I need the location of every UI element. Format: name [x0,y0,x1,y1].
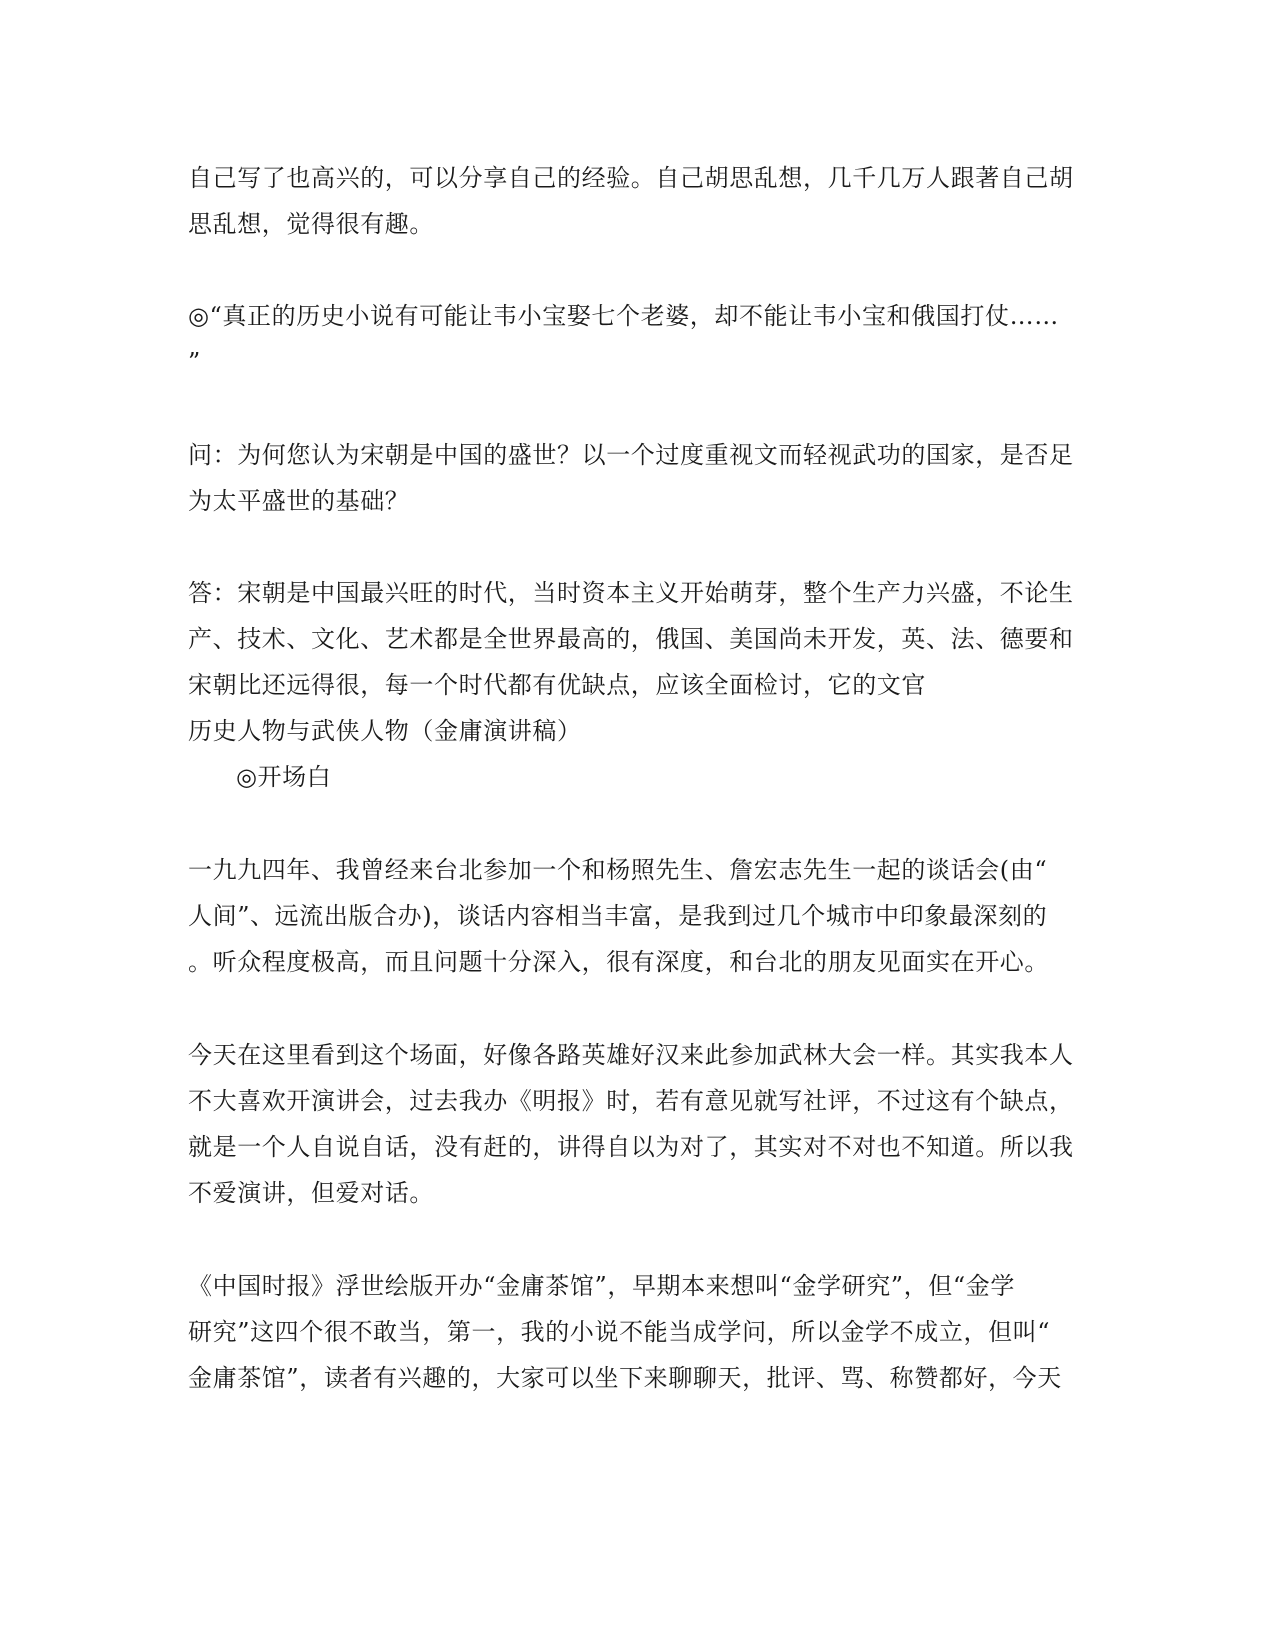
text-line: 不爱演讲，但爱对话。 [188,1179,434,1207]
text-line: 金庸茶馆”，读者有兴趣的，大家可以坐下来聊聊天，批评、骂、称赞都好，今天 [188,1364,1062,1392]
text-line: 今天在这里看到这个场面，好像各路英雄好汉来此参加武林大会一样。其实我本人 [188,1041,1074,1069]
text-line: 《中国时报》浮世绘版开办“金庸茶馆”，早期本来想叫“金学研究”，但“金学 [188,1272,1015,1300]
section-title: 历史人物与武侠人物（金庸演讲稿） [188,717,582,745]
text-line: 不大喜欢开演讲会，过去我办《明报》时，若有意见就写社评，不过这有个缺点， [188,1087,1074,1115]
text-line: 宋朝比还远得很，每一个时代都有优缺点，应该全面检讨，它的文官 [188,671,926,699]
text-line: 自己写了也高兴的，可以分享自己的经验。自己胡思乱想，几千几万人跟著自己胡 [188,164,1074,192]
text-line: 。听众程度极高，而且问题十分深入，很有深度，和台北的朋友见面实在开心。 [188,948,1049,976]
text-line: 人间”、远流出版合办)，谈话内容相当丰富，是我到过几个城市中印象最深刻的 [188,902,1048,930]
text-line: 一九九四年、我曾经来台北参加一个和杨照先生、詹宏志先生一起的谈话会(由“ [188,856,1048,884]
text-line: 问：为何您认为宋朝是中国的盛世？以一个过度重视文而轻视武功的国家，是否足 [188,441,1074,469]
text-line: 研究”这四个很不敢当，第一，我的小说不能当成学问，所以金学不成立，但叫“ [188,1318,1051,1346]
section-subtitle: ◎开场白 [236,763,332,791]
text-line: ” [188,348,201,376]
text-line: 答：宋朝是中国最兴旺的时代，当时资本主义开始萌芽，整个生产力兴盛，不论生 [188,579,1074,607]
text-line: 思乱想，觉得很有趣。 [188,210,434,238]
text-line: 产、技术、文化、艺术都是全世界最高的，俄国、美国尚未开发，英、法、德要和 [188,625,1074,653]
text-line: 为太平盛世的基础？ [188,487,410,515]
text-line: 就是一个人自说自话，没有赶的，讲得自以为对了，其实对不对也不知道。所以我 [188,1133,1074,1161]
text-line: ◎“真正的历史小说有可能让韦小宝娶七个老婆，却不能让韦小宝和俄国打仗…… [188,302,1059,330]
